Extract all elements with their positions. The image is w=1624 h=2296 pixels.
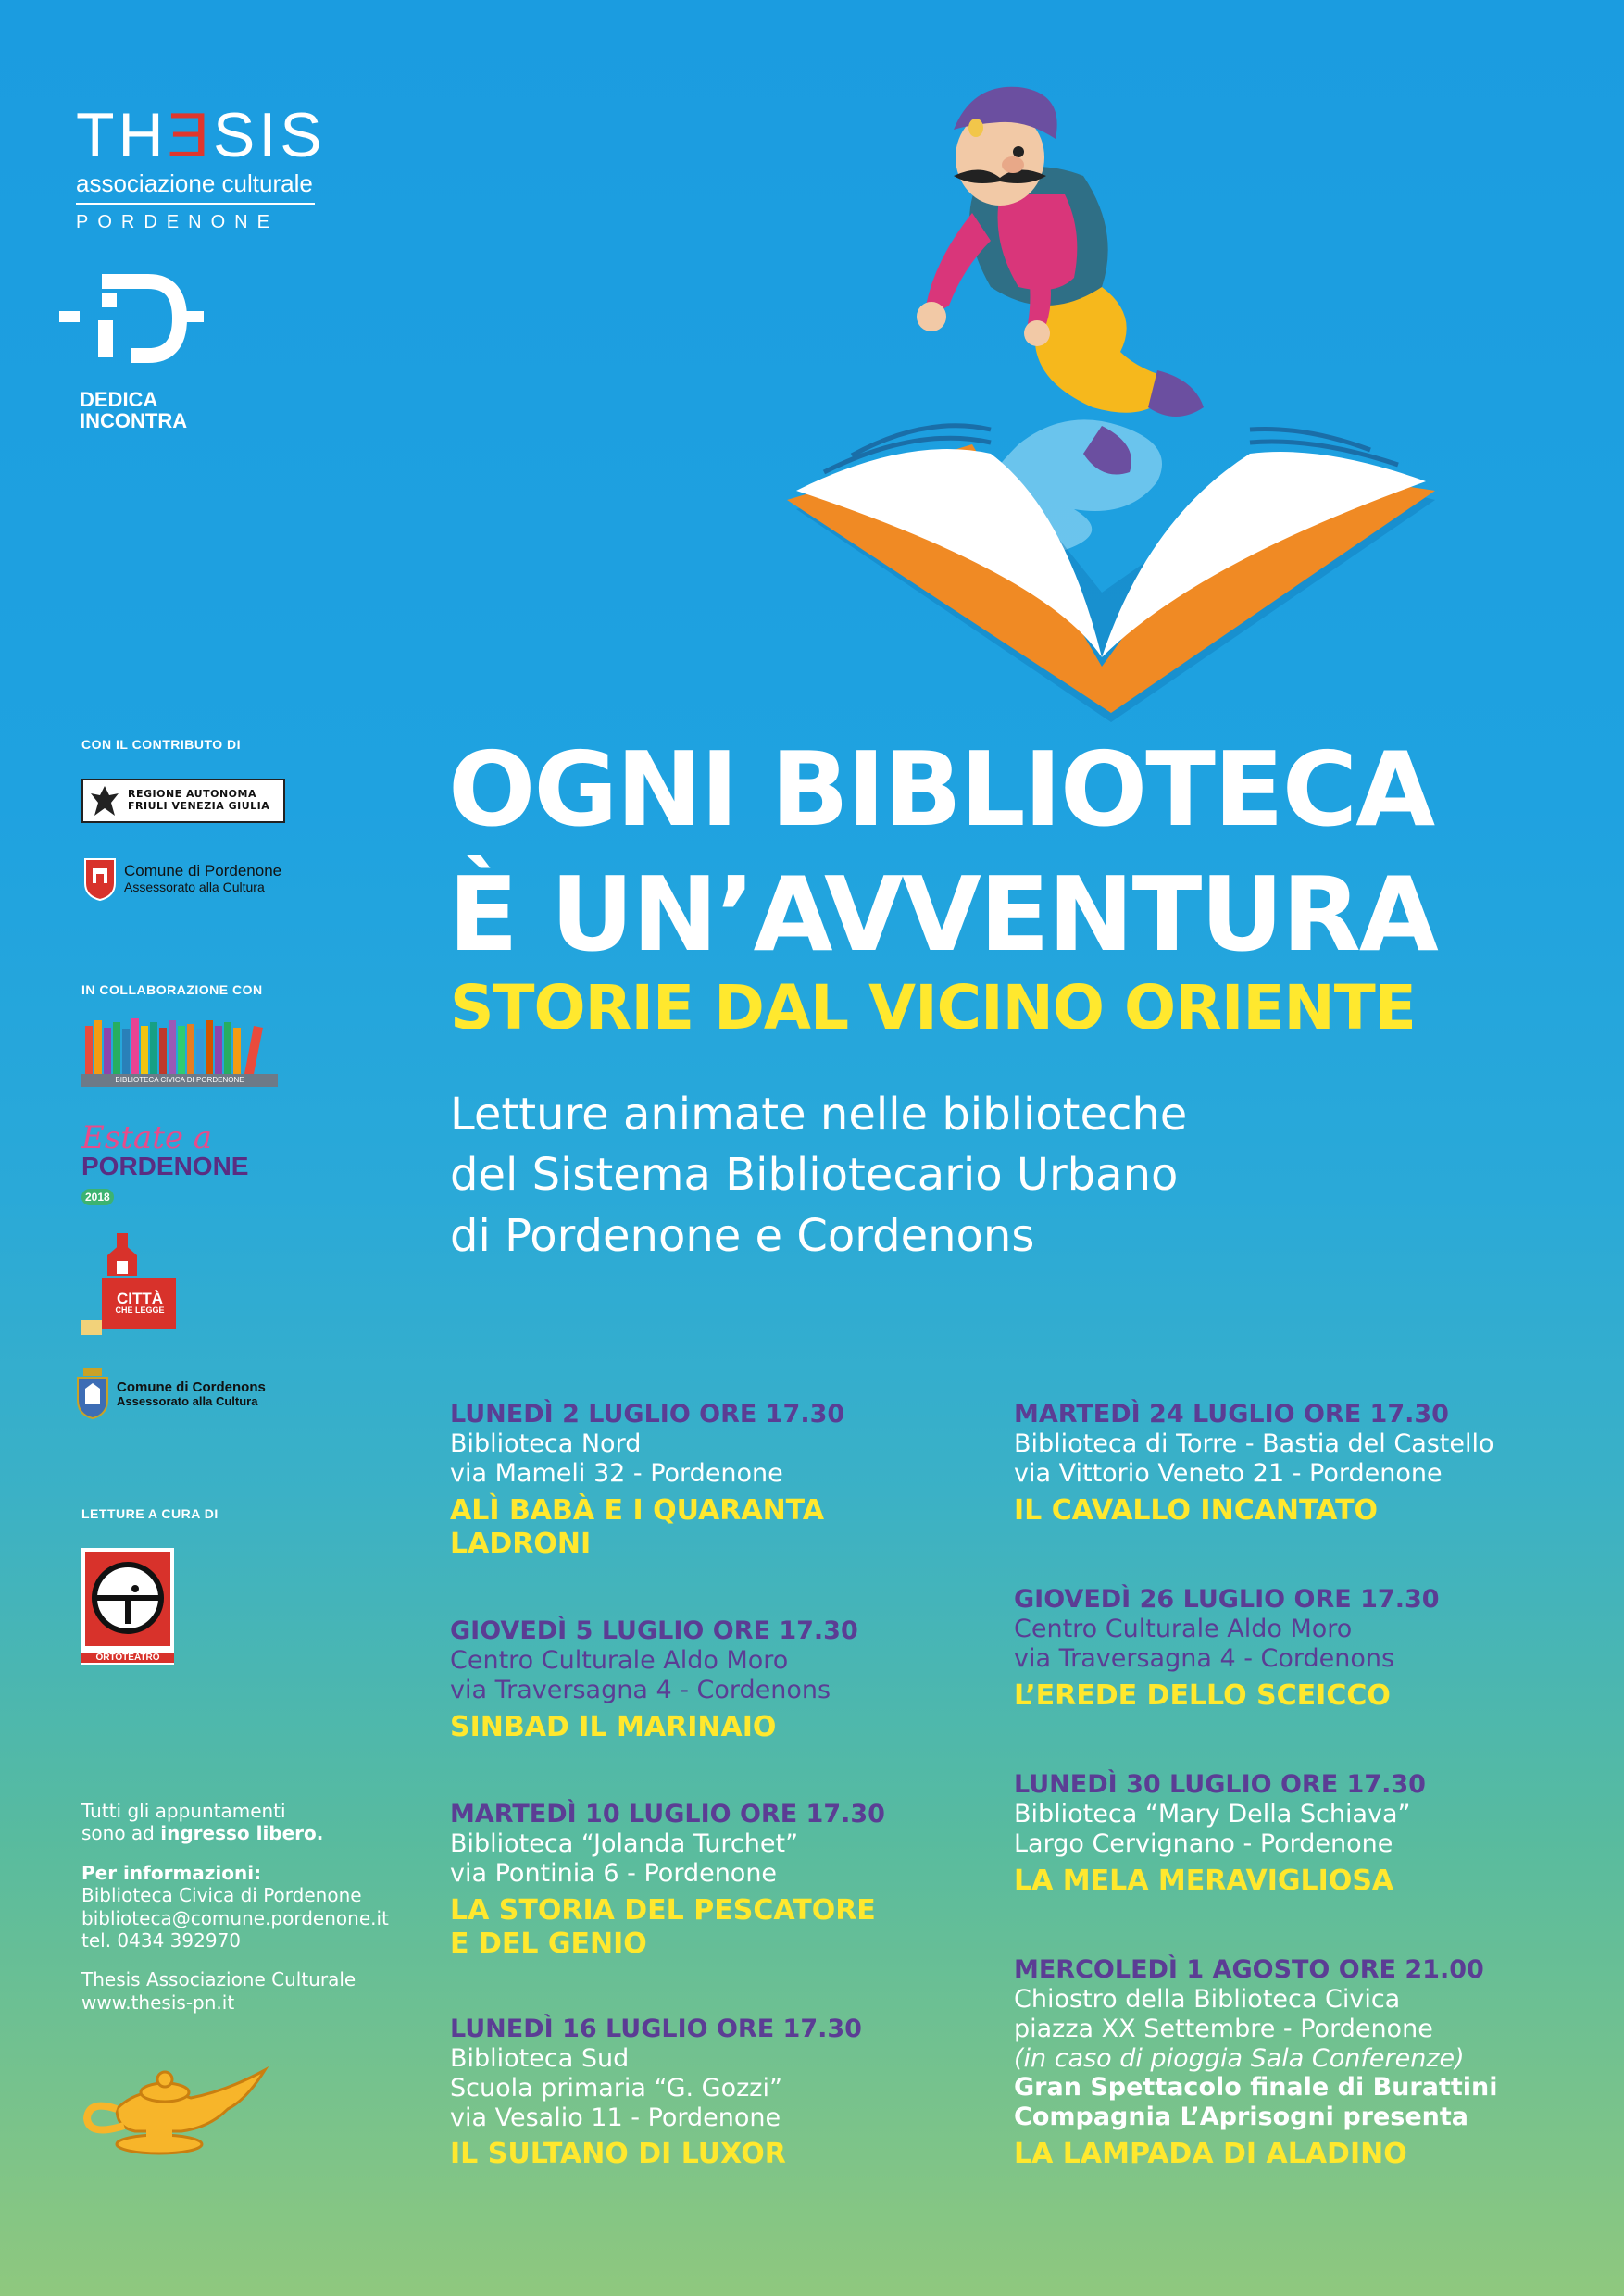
event-date: LUNEDÌ 30 LUGLIO ORE 17.30 [1014, 1770, 1426, 1799]
event-show: LA LAMPADA DI ALADINO [1014, 2138, 1407, 2171]
event-show: IL SULTANO DI LUXOR [450, 2138, 786, 2171]
event-show: LA STORIA DEL PESCATORE E DEL GENIO [450, 1893, 876, 1960]
citta-icon [81, 1231, 181, 1335]
info-contact-heading: Per informazioni: [81, 1861, 262, 1884]
thesis-city: PORDENONE [76, 211, 279, 232]
event-item: GIOVEDÌ 26 LUGLIO ORE 17.30 Centro Culturale Aldo Moro via Traversagna 4 - Cordenons L’EREDE DELLO SCEICCO [1014, 1585, 1616, 1713]
magic-lamp-icon [80, 2053, 283, 2165]
event-item: GIOVEDÌ 5 LUGLIO ORE 17.30 Centro Culturale Aldo Moro via Traversagna 4 - Cordenons SINBAD IL MARINAIO [450, 1616, 1006, 1744]
main-title [448, 728, 1615, 979]
event-date: MARTEDÌ 24 LUGLIO ORE 17.30 [1014, 1400, 1449, 1429]
dedica-line1: DEDICA [80, 388, 158, 411]
ortoteatro-icon [81, 1548, 174, 1650]
info-tel: tel. 0434 392970 [81, 1928, 242, 1952]
event-date: GIOVEDÌ 5 LUGLIO ORE 17.30 [450, 1616, 858, 1645]
comune-cordenons-logo: Comune di Cordenons Assessorato alla Cultura [74, 1366, 266, 1422]
event-item: LUNEDÌ 30 LUGLIO ORE 17.30 Biblioteca “Mary Della Schiava” Largo Cervignano - Pordenone LA MELA MERAVIGLIOSA [1014, 1770, 1616, 1898]
label-contributo: CON IL CONTRIBUTO DI [81, 737, 242, 752]
eagle-icon [87, 782, 122, 819]
event-date: MERCOLEDÌ 1 AGOSTO ORE 21.00 [1014, 1955, 1484, 1984]
event-date: LUNEDÌ 2 LUGLIO ORE 17.30 [450, 1400, 845, 1429]
label-collaborazione: IN COLLABORAZIONE CON [81, 982, 263, 997]
info-website[interactable]: www.thesis-pn.it [81, 1990, 235, 2014]
event-show: L’EREDE DELLO SCEICCO [1014, 1678, 1391, 1712]
dedica-line2: INCONTRA [80, 409, 188, 433]
event-date: MARTEDÌ 10 LUGLIO ORE 17.30 [450, 1800, 885, 1828]
info-free-bold: ingresso libero. [160, 1822, 324, 1845]
description: Letture animate nelle biblioteche del Sistema Bibliotecario Urbano di Pordenone e Cordenons [450, 1089, 1188, 1262]
info-email[interactable]: biblioteca@comune.pordenone.it [81, 1906, 389, 1929]
genie-book-icon [768, 74, 1472, 722]
genie-on-book-illustration [768, 74, 1472, 722]
event-show: SINBAD IL MARINAIO [450, 1710, 777, 1743]
dedica-icon [57, 274, 206, 376]
cordenons-crest-icon [74, 1366, 111, 1422]
event-note: (in caso di pioggia Sala Conferenze) [1014, 2043, 1465, 2073]
event-item: MARTEDÌ 24 LUGLIO ORE 17.30 Biblioteca di Torre - Bastia del Castello via Vittorio Veneto 21 - Pordenone IL CAVALLO INCANTATO [1014, 1400, 1616, 1528]
event-show: LA MELA MERAVIGLIOSA [1014, 1864, 1394, 1897]
event-item: LUNEDÌ 16 LUGLIO ORE 17.30 Biblioteca Sud Scuola primaria “G. Gozzi” via Vesalio 11 - Pordenone IL SULTANO DI LUXOR [450, 2015, 1006, 2171]
subtitle: STORIE DAL VICINO ORIENTE [450, 972, 1416, 1043]
event-item: MERCOLEDÌ 1 AGOSTO ORE 21.00 Chiostro della Biblioteca Civica piazza XX Settembre - Pordenone (in caso di pioggia Sala Conferenze) Gran Spettacolo finale di Burattini Compagnia L’Aprisogni presenta LA LAMPADA DI ALADINO [1014, 1955, 1616, 2171]
ortoteatro-logo: ORTOTEATRO [81, 1548, 174, 1665]
event-date: GIOVEDÌ 26 LUGLIO ORE 17.30 [1014, 1585, 1440, 1614]
regione-logo: REGIONE AUTONOMA FRIULI VENEZIA GIULIA [81, 779, 285, 823]
books-icon [81, 1017, 278, 1074]
event-date: LUNEDÌ 16 LUGLIO ORE 17.30 [450, 2015, 862, 2043]
event-show: ALÌ BABÀ E I QUARANTA LADRONI [450, 1493, 825, 1560]
title-line2: È UN’AVVENTURA [448, 855, 1437, 976]
info-block: Tutti gli appuntamenti sono ad ingresso libero. Per informazioni: Biblioteca Civica di Pordenone biblioteca@comune.pordenone.it tel. 0434 392970 Thesis Associazione Culturale www.thesis-pn.it [81, 1800, 389, 2014]
citta-che-legge-logo: CITTÀ CHE LEGGE [81, 1231, 181, 1335]
thesis-logo: THƎSIS associazione culturale PORDENONE [76, 100, 326, 232]
title-line1: OGNI BIBLIOTECA [448, 730, 1434, 850]
biblioteca-civica-logo: BIBLIOTECA CIVICA DI PORDENONE [81, 1017, 278, 1087]
estate-pordenone-logo: Estate a PORDENONE 2018 [81, 1119, 249, 1204]
comune-pordenone-logo: Comune di Pordenone Assessorato alla Cultura [81, 855, 281, 902]
event-item: LUNEDÌ 2 LUGLIO ORE 17.30 Biblioteca Nord via Mameli 32 - Pordenone ALÌ BABÀ E I QUARANTA LADRONI [450, 1400, 1006, 1561]
info-free-line1: Tutti gli appuntamenti [81, 1800, 286, 1822]
label-letture: LETTURE A CURA DI [81, 1506, 219, 1521]
event-show: IL CAVALLO INCANTATO [1014, 1493, 1379, 1527]
event-item: MARTEDÌ 10 LUGLIO ORE 17.30 Biblioteca “Jolanda Turchet” via Pontinia 6 - Pordenone LA STORIA DEL PESCATORE E DEL GENIO [450, 1800, 1006, 1961]
dedica-logo [57, 274, 233, 431]
crest-icon [81, 855, 119, 902]
thesis-subtitle: associazione culturale [76, 170, 315, 205]
